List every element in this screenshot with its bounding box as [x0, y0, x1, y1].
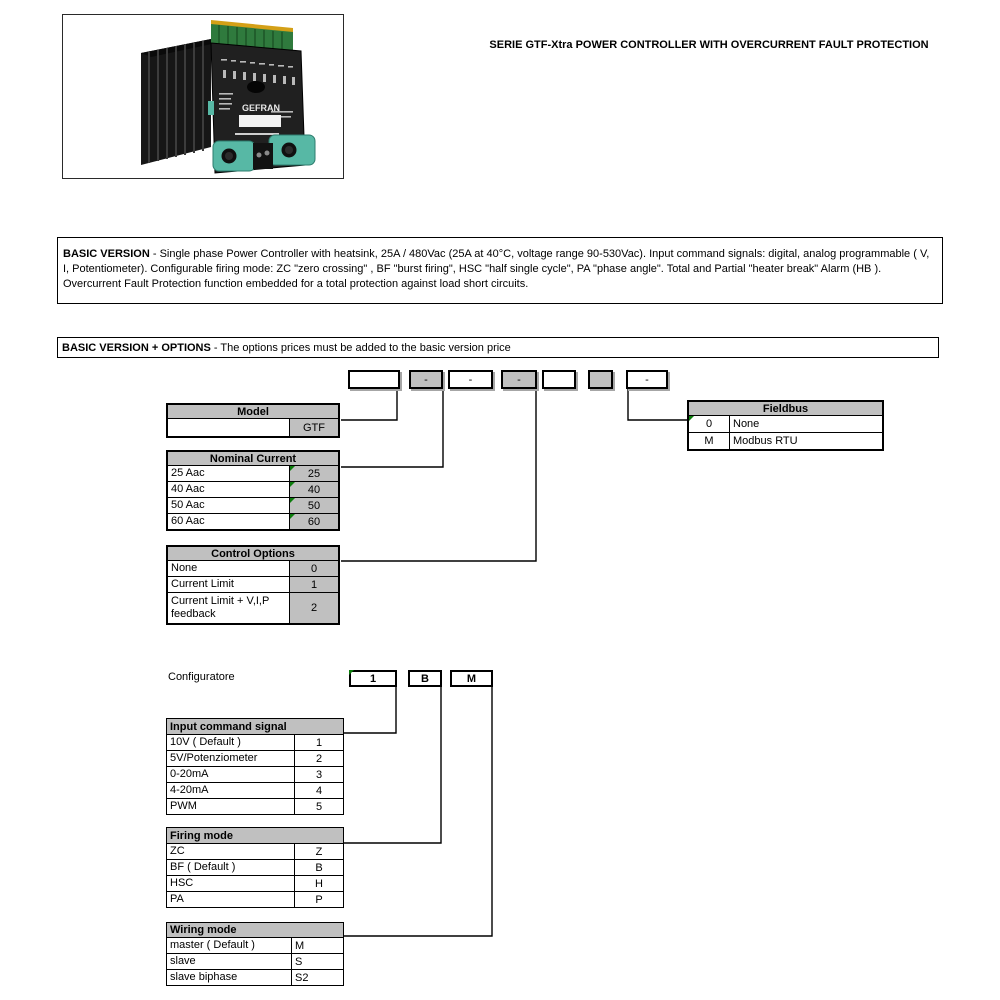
option-code: GTF: [289, 419, 338, 436]
option-label: [168, 419, 289, 436]
option-code: M: [291, 938, 343, 953]
model-table-header: Model: [168, 405, 338, 419]
basic-version-box: [57, 237, 943, 304]
option-label: master ( Default ): [170, 939, 255, 951]
firing-mode-table: [166, 827, 344, 908]
option-code-cell: [289, 466, 338, 481]
product-photo: [63, 15, 341, 176]
wiring-mode-table: [166, 922, 344, 986]
option-label: 10V ( Default ): [170, 736, 241, 748]
table-row: [167, 938, 343, 954]
option-code: H: [294, 876, 343, 891]
table-row: [168, 498, 338, 514]
table-row: [167, 735, 343, 751]
order-code-box-model[interactable]: [348, 370, 400, 389]
comment-marker-icon: [349, 670, 354, 675]
option-code-cell: [289, 514, 338, 529]
option-code: Z: [294, 844, 343, 859]
table-row: [168, 577, 338, 593]
option-code: 4: [294, 783, 343, 798]
comment-marker-icon: [290, 466, 295, 471]
configurator-value: 1: [369, 672, 377, 685]
table-row: [168, 482, 338, 498]
option-label: Modbus RTU: [733, 434, 798, 447]
option-code: 1: [289, 577, 338, 592]
option-label: ZC: [170, 845, 185, 857]
configurator-input-signal-box[interactable]: [349, 670, 397, 687]
table-row: [167, 892, 343, 907]
table-row: [167, 954, 343, 970]
table-row: [689, 433, 882, 449]
option-label: Current Limit: [171, 578, 234, 590]
order-code-box-5[interactable]: [542, 370, 576, 389]
table-row: [167, 767, 343, 783]
order-code-box-fieldbus[interactable]: -: [626, 370, 668, 389]
order-code-box-control[interactable]: -: [501, 370, 537, 389]
input-command-signal-table: [166, 718, 344, 815]
page-title: SERIE GTF-Xtra POWER CONTROLLER WITH OVERCURRENT FAULT PROTECTION: [489, 39, 929, 51]
option-label: HSC: [170, 877, 194, 889]
option-label: None: [171, 562, 198, 574]
comment-marker-icon: [290, 498, 295, 503]
option-code: 2: [289, 593, 338, 623]
comment-marker-icon: [689, 416, 694, 421]
table-row: [167, 844, 343, 860]
option-label: 4-20mA: [170, 784, 209, 796]
option-label: 0-20mA: [170, 768, 209, 780]
option-code-cell: [289, 498, 338, 513]
option-code: S2: [291, 970, 343, 985]
brand-logo-text: GEFRAN: [242, 103, 280, 113]
option-code: 0: [289, 561, 338, 576]
table-row: [167, 970, 343, 985]
configurator-label: Configuratore: [168, 671, 235, 683]
option-label: 60 Aac: [171, 515, 205, 527]
options-banner: [57, 337, 939, 358]
order-code-box-6[interactable]: [588, 370, 613, 389]
option-label: 50 Aac: [171, 499, 205, 511]
input-command-signal-header: Input command signal: [167, 719, 343, 735]
option-label: None: [733, 417, 760, 430]
wiring-mode-header: Wiring mode: [167, 923, 343, 938]
option-code: 2: [294, 751, 343, 766]
table-row: [167, 751, 343, 767]
table-row: [167, 860, 343, 876]
option-code: 1: [294, 735, 343, 750]
option-code: 50: [307, 499, 321, 512]
table-row: [168, 419, 338, 436]
option-label: 5V/Potenziometer: [170, 752, 258, 764]
firing-mode-header: Firing mode: [167, 828, 343, 844]
table-row: [167, 799, 343, 814]
basic-version-description: - Single phase Power Controller with heatsink, 25A / 480Vac (25A at 40°C, voltage range 90-530Vac). Input command signals: digital, analog programmable ( V, I, Potentiometer). Configurable firing mode: ZC "zero crossing" , BF "burst firing", HSC "half single cycle", PA "phase angle". Total and Partial "heater break" Alarm (HB ). Overcurrent Fault Protection function embedded for a total protection against load short circuits.: [63, 248, 930, 290]
table-row: [168, 593, 338, 623]
order-code-box-current[interactable]: -: [409, 370, 443, 389]
comment-marker-icon: [290, 514, 295, 519]
configurator-wiring-mode-box[interactable]: [450, 670, 493, 687]
option-code: B: [294, 860, 343, 875]
comment-marker-icon: [290, 482, 295, 487]
table-row: [168, 514, 338, 529]
option-label: Current Limit + V,I,P feedback: [171, 595, 270, 620]
option-code: 60: [307, 515, 321, 528]
nominal-current-header: Nominal Current: [168, 452, 338, 466]
option-code: M: [689, 433, 730, 449]
option-code: 40: [307, 483, 321, 496]
fieldbus-table: [687, 400, 884, 451]
option-code-cell: [689, 416, 730, 432]
panel-hole: [247, 81, 265, 93]
option-code: S: [291, 954, 343, 969]
configurator-firing-mode-box[interactable]: [408, 670, 442, 687]
rating-label: [239, 115, 281, 127]
table-row: [168, 561, 338, 577]
option-code: 25: [307, 467, 321, 480]
table-row: [689, 416, 882, 433]
table-row: [167, 783, 343, 799]
option-label: PWM: [170, 800, 197, 812]
options-banner-label: BASIC VERSION + OPTIONS: [62, 341, 211, 354]
table-row: [167, 876, 343, 892]
model-table: [166, 403, 340, 438]
option-code: 3: [294, 767, 343, 782]
nominal-current-table: [166, 450, 340, 531]
control-options-header: Control Options: [168, 547, 338, 561]
option-code: 5: [294, 799, 343, 814]
option-label: PA: [170, 893, 184, 905]
option-label: slave: [170, 955, 196, 967]
basic-version-label: BASIC VERSION: [63, 248, 150, 260]
product-photo-frame: [62, 14, 344, 179]
option-label: slave biphase: [170, 971, 238, 983]
option-code-cell: [289, 482, 338, 497]
option-code: P: [294, 892, 343, 907]
option-label: 40 Aac: [171, 483, 205, 495]
option-code: 0: [705, 418, 713, 430]
option-label: 25 Aac: [171, 467, 205, 479]
options-banner-description: - The options prices must be added to the basic version price: [213, 341, 511, 354]
control-options-table: [166, 545, 340, 625]
configurator-value: B: [421, 672, 429, 685]
order-code-box-voltage[interactable]: -: [448, 370, 493, 389]
fieldbus-header: Fieldbus: [689, 402, 882, 416]
table-row: [168, 466, 338, 482]
configurator-value: M: [466, 672, 477, 685]
option-label: BF ( Default ): [170, 861, 236, 873]
